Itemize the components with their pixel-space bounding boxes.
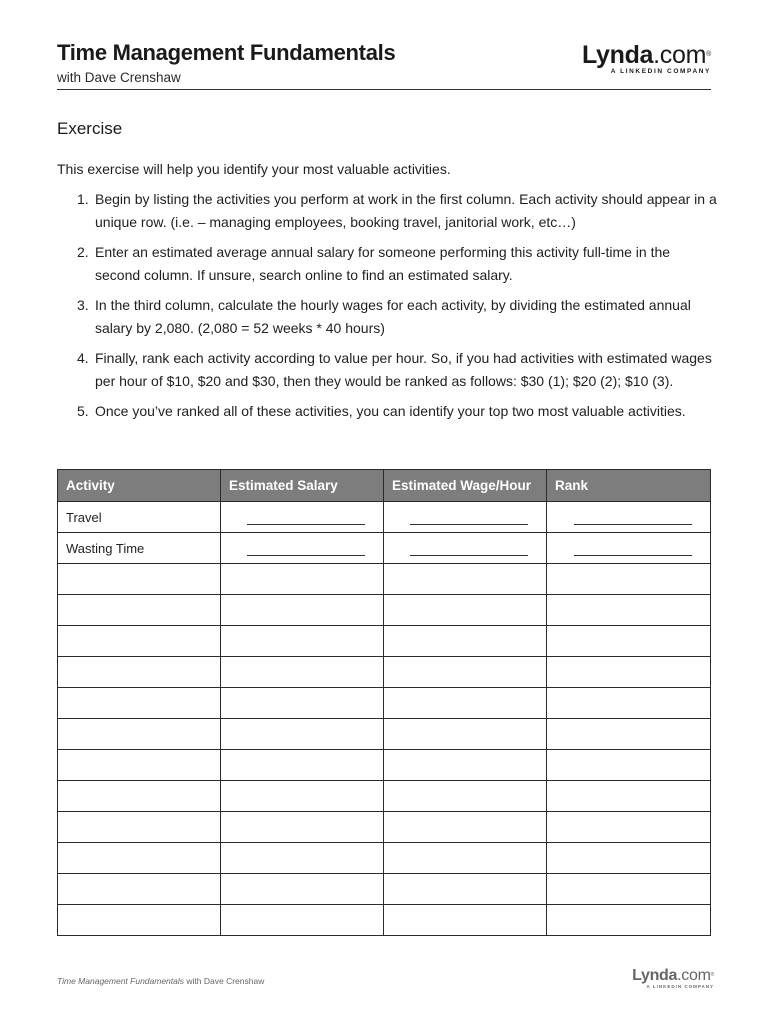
activity-cell[interactable] xyxy=(58,843,221,874)
rank-cell[interactable] xyxy=(547,502,711,533)
table-row xyxy=(58,874,711,905)
page-header xyxy=(57,40,711,90)
activity-cell[interactable] xyxy=(58,781,221,812)
table-row xyxy=(58,502,711,533)
page-subtitle: with Dave Crenshaw xyxy=(57,70,181,85)
wage-per-hour-cell[interactable] xyxy=(384,905,547,936)
activity-cell[interactable] xyxy=(58,657,221,688)
rank-cell[interactable] xyxy=(547,750,711,781)
activity-cell[interactable] xyxy=(58,564,221,595)
footer-logo-wordmark: Lynda.com® xyxy=(632,967,714,984)
fill-in-blank-line[interactable] xyxy=(410,524,528,525)
header-rank: Rank xyxy=(547,470,711,502)
step-number: 4. xyxy=(77,350,89,366)
table-row xyxy=(58,626,711,657)
table-row xyxy=(58,812,711,843)
step-number: 5. xyxy=(77,403,89,419)
logo-tagline: A LINKEDIN COMPANY xyxy=(610,68,711,75)
salary-cell[interactable] xyxy=(221,843,384,874)
table-row xyxy=(58,843,711,874)
step-text: Begin by listing the activities you perform at work in the first column. Each activity should appear in a unique row. (i.e. – managing employees, booking travel, janitorial work, etc…) xyxy=(95,191,717,230)
table-row xyxy=(58,688,711,719)
salary-cell[interactable] xyxy=(221,812,384,843)
wage-per-hour-cell[interactable] xyxy=(384,750,547,781)
header-estimated-wage-hour: Estimated Wage/Hour xyxy=(384,470,547,502)
salary-cell[interactable] xyxy=(221,533,384,564)
salary-cell[interactable] xyxy=(221,657,384,688)
activity-cell[interactable] xyxy=(58,595,221,626)
header-estimated-salary: Estimated Salary xyxy=(221,470,384,502)
rank-cell[interactable] xyxy=(547,626,711,657)
wage-per-hour-cell[interactable] xyxy=(384,564,547,595)
table-row xyxy=(58,595,711,626)
table-header-row xyxy=(58,470,711,502)
rank-cell[interactable] xyxy=(547,657,711,688)
salary-cell[interactable] xyxy=(221,905,384,936)
header-activity: Activity xyxy=(58,470,221,502)
activity-table xyxy=(57,469,711,936)
fill-in-blank-line[interactable] xyxy=(247,555,365,556)
wage-per-hour-cell[interactable] xyxy=(384,812,547,843)
activity-cell[interactable] xyxy=(58,905,221,936)
activity-cell[interactable]: Wasting Time xyxy=(58,533,221,564)
table-row xyxy=(58,564,711,595)
step-number: 1. xyxy=(77,191,89,207)
page-title: Time Management Fundamentals xyxy=(57,40,396,65)
salary-cell[interactable] xyxy=(221,502,384,533)
footer-logo-tagline: A LINKEDIN COMPANY xyxy=(646,984,714,989)
table-row xyxy=(58,750,711,781)
rank-cell[interactable] xyxy=(547,719,711,750)
salary-cell[interactable] xyxy=(221,781,384,812)
salary-cell[interactable] xyxy=(221,595,384,626)
rank-cell[interactable] xyxy=(547,843,711,874)
wage-per-hour-cell[interactable] xyxy=(384,502,547,533)
logo-wordmark: Lynda.com® xyxy=(581,41,711,69)
table-row xyxy=(58,719,711,750)
step-text: Once you’ve ranked all of these activities, you can identify your top two most valuable activities. xyxy=(95,403,686,419)
step-number: 3. xyxy=(77,297,89,313)
wage-per-hour-cell[interactable] xyxy=(384,533,547,564)
lynda-logo xyxy=(582,42,711,75)
activity-cell[interactable] xyxy=(58,688,221,719)
table-row xyxy=(58,533,711,564)
step-text: In the third column, calculate the hourly wages for each activity, by dividing the estimated annual salary by 2,080. (2,080 = 52 weeks * 40 hours) xyxy=(95,297,691,336)
activity-cell[interactable] xyxy=(58,812,221,843)
table-row xyxy=(58,781,711,812)
wage-per-hour-cell[interactable] xyxy=(384,595,547,626)
activity-cell[interactable] xyxy=(58,750,221,781)
activity-cell[interactable] xyxy=(58,719,221,750)
fill-in-blank-line[interactable] xyxy=(574,524,692,525)
activity-cell[interactable] xyxy=(58,626,221,657)
instruction-step xyxy=(57,241,717,287)
salary-cell[interactable] xyxy=(221,750,384,781)
rank-cell[interactable] xyxy=(547,812,711,843)
table-row xyxy=(58,657,711,688)
activity-cell[interactable]: Travel xyxy=(58,502,221,533)
salary-cell[interactable] xyxy=(221,564,384,595)
salary-cell[interactable] xyxy=(221,688,384,719)
intro-text: This exercise will help you identify your most valuable activities. xyxy=(57,161,451,177)
wage-per-hour-cell[interactable] xyxy=(384,688,547,719)
instruction-step xyxy=(57,400,717,423)
wage-per-hour-cell[interactable] xyxy=(384,781,547,812)
salary-cell[interactable] xyxy=(221,626,384,657)
fill-in-blank-line[interactable] xyxy=(247,524,365,525)
activity-cell[interactable] xyxy=(58,874,221,905)
instruction-step xyxy=(57,188,717,234)
wage-per-hour-cell[interactable] xyxy=(384,874,547,905)
fill-in-blank-line[interactable] xyxy=(574,555,692,556)
section-heading: Exercise xyxy=(57,119,123,138)
footer-course-title: Time Management Fundamentals with Dave Crenshaw xyxy=(57,976,265,986)
rank-cell[interactable] xyxy=(547,595,711,626)
rank-cell[interactable] xyxy=(547,688,711,719)
rank-cell[interactable] xyxy=(547,564,711,595)
rank-cell[interactable] xyxy=(547,905,711,936)
instruction-step xyxy=(57,294,717,340)
footer-lynda-logo xyxy=(632,967,714,989)
step-number: 2. xyxy=(77,244,89,260)
instruction-step xyxy=(57,347,717,393)
rank-cell[interactable] xyxy=(547,874,711,905)
salary-cell[interactable] xyxy=(221,874,384,905)
wage-per-hour-cell[interactable] xyxy=(384,719,547,750)
wage-per-hour-cell[interactable] xyxy=(384,657,547,688)
fill-in-blank-line[interactable] xyxy=(410,555,528,556)
step-text: Finally, rank each activity according to value per hour. So, if you had activities with estimated wages per hour of $10, $20 and $30, then they would be ranked as follows: $30 (1); $20 (2); $10 (3). xyxy=(95,350,712,389)
wage-per-hour-cell[interactable] xyxy=(384,843,547,874)
wage-per-hour-cell[interactable] xyxy=(384,626,547,657)
step-text: Enter an estimated average annual salary for someone performing this activity full-time in the second column. If unsure, search online to find an estimated salary. xyxy=(95,244,671,283)
salary-cell[interactable] xyxy=(221,719,384,750)
rank-cell[interactable] xyxy=(547,533,711,564)
rank-cell[interactable] xyxy=(547,781,711,812)
instruction-list xyxy=(57,188,717,430)
table-row xyxy=(58,905,711,936)
